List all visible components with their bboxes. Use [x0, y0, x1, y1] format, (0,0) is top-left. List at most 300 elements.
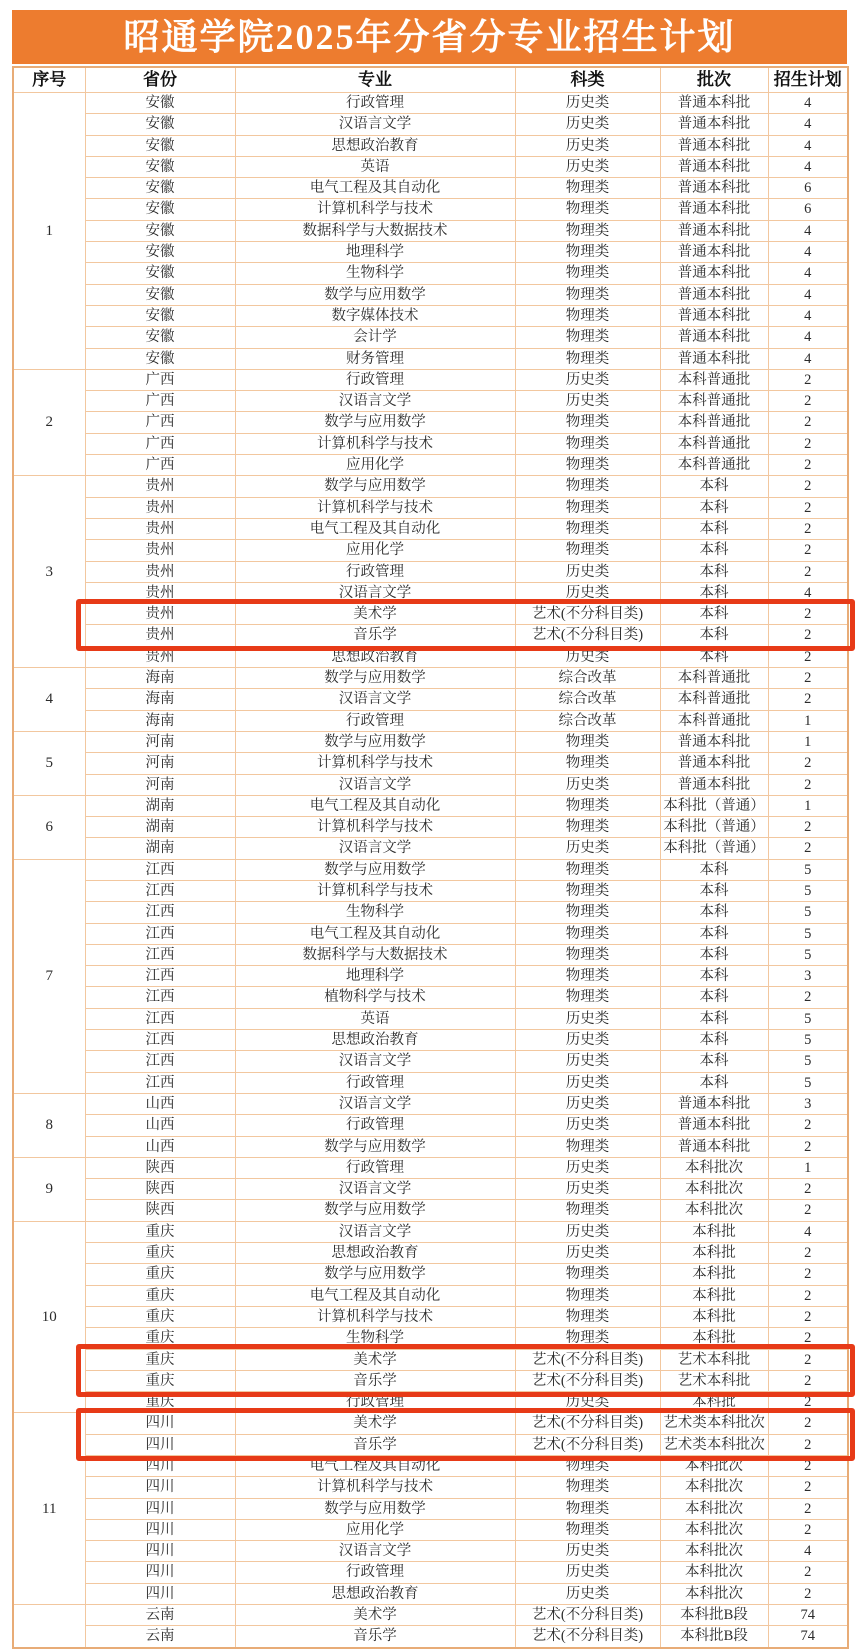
plan-count-cell: 74 — [768, 1626, 848, 1648]
plan-count-cell: 2 — [768, 412, 848, 433]
major-cell: 数学与应用数学 — [235, 1136, 515, 1157]
category-cell: 物理类 — [515, 987, 660, 1008]
table-header — [13, 67, 848, 93]
plan-count-cell: 4 — [768, 93, 848, 114]
batch-cell: 艺术类本科批次 — [660, 1434, 768, 1455]
category-cell: 物理类 — [515, 412, 660, 433]
plan-count-cell: 3 — [768, 966, 848, 987]
serial-number-cell: 9 — [13, 1157, 85, 1221]
serial-number-cell: 1 — [13, 93, 85, 370]
table-row — [13, 497, 848, 518]
major-cell: 计算机科学与技术 — [235, 497, 515, 518]
batch-cell: 普通本科批 — [660, 178, 768, 199]
batch-cell: 本科批次 — [660, 1477, 768, 1498]
serial-number-cell: 11 — [13, 1413, 85, 1605]
category-cell: 物理类 — [515, 455, 660, 476]
batch-cell: 本科 — [660, 497, 768, 518]
batch-cell: 本科批B段 — [660, 1626, 768, 1648]
table-row — [13, 817, 848, 838]
batch-cell: 本科 — [660, 1072, 768, 1093]
batch-cell: 本科 — [660, 859, 768, 880]
major-cell: 汉语言文学 — [235, 1051, 515, 1072]
major-cell: 电气工程及其自动化 — [235, 795, 515, 816]
plan-count-cell: 2 — [768, 1562, 848, 1583]
plan-count-cell: 2 — [768, 1285, 848, 1306]
province-cell: 广西 — [85, 369, 235, 390]
page-title: 昭通学院2025年分省分专业招生计划 — [12, 10, 847, 64]
table-row — [13, 199, 848, 220]
major-cell: 行政管理 — [235, 369, 515, 390]
category-cell: 物理类 — [515, 199, 660, 220]
category-cell: 艺术(不分科目类) — [515, 625, 660, 646]
table-row — [13, 582, 848, 603]
province-cell: 海南 — [85, 689, 235, 710]
major-cell: 音乐学 — [235, 625, 515, 646]
batch-cell: 本科批次 — [660, 1157, 768, 1178]
batch-cell: 普通本科批 — [660, 199, 768, 220]
table-row — [13, 646, 848, 667]
plan-count-cell: 74 — [768, 1605, 848, 1626]
batch-cell: 艺术本科批 — [660, 1349, 768, 1370]
batch-cell: 普通本科批 — [660, 242, 768, 263]
major-cell: 数学与应用数学 — [235, 1264, 515, 1285]
province-cell: 四川 — [85, 1583, 235, 1604]
major-cell: 汉语言文学 — [235, 1179, 515, 1200]
plan-count-cell: 2 — [768, 987, 848, 1008]
batch-cell: 普通本科批 — [660, 348, 768, 369]
table-row — [13, 391, 848, 412]
plan-count-cell: 2 — [768, 1519, 848, 1540]
plan-count-cell: 2 — [768, 646, 848, 667]
table-row — [13, 795, 848, 816]
province-cell: 重庆 — [85, 1370, 235, 1391]
category-cell: 综合改革 — [515, 710, 660, 731]
table-row — [13, 1456, 848, 1477]
table-row — [13, 880, 848, 901]
major-cell: 地理科学 — [235, 966, 515, 987]
category-cell: 历史类 — [515, 1008, 660, 1029]
table-row — [13, 1008, 848, 1029]
major-cell: 行政管理 — [235, 1157, 515, 1178]
province-cell: 陕西 — [85, 1179, 235, 1200]
table-row — [13, 689, 848, 710]
major-cell: 行政管理 — [235, 561, 515, 582]
province-cell: 贵州 — [85, 604, 235, 625]
table-row — [13, 284, 848, 305]
batch-cell: 本科 — [660, 880, 768, 901]
table-row — [13, 305, 848, 326]
category-cell: 物理类 — [515, 902, 660, 923]
plan-count-cell: 2 — [768, 1306, 848, 1327]
table-row — [13, 1392, 848, 1413]
category-cell: 历史类 — [515, 1030, 660, 1051]
category-cell: 历史类 — [515, 156, 660, 177]
table-row — [13, 1115, 848, 1136]
plan-count-cell: 5 — [768, 1051, 848, 1072]
province-cell: 四川 — [85, 1498, 235, 1519]
major-cell: 数据科学与大数据技术 — [235, 944, 515, 965]
table-row — [13, 1285, 848, 1306]
plan-count-cell: 5 — [768, 1008, 848, 1029]
province-cell: 重庆 — [85, 1349, 235, 1370]
category-cell: 历史类 — [515, 646, 660, 667]
batch-cell: 本科批 — [660, 1328, 768, 1349]
category-cell: 综合改革 — [515, 668, 660, 689]
category-cell: 历史类 — [515, 1072, 660, 1093]
category-cell: 物理类 — [515, 944, 660, 965]
major-cell: 汉语言文学 — [235, 838, 515, 859]
major-cell: 数学与应用数学 — [235, 284, 515, 305]
major-cell: 电气工程及其自动化 — [235, 1285, 515, 1306]
batch-cell: 本科批 — [660, 1243, 768, 1264]
table-row — [13, 156, 848, 177]
province-cell: 山西 — [85, 1093, 235, 1114]
batch-cell: 本科普通批 — [660, 433, 768, 454]
province-cell: 河南 — [85, 731, 235, 752]
table-row — [13, 242, 848, 263]
major-cell: 汉语言文学 — [235, 689, 515, 710]
table-body — [13, 93, 848, 1648]
batch-cell: 本科批次 — [660, 1541, 768, 1562]
table-row — [13, 369, 848, 390]
category-cell: 历史类 — [515, 1179, 660, 1200]
table-row — [13, 433, 848, 454]
batch-cell: 艺术本科批 — [660, 1370, 768, 1391]
category-cell: 历史类 — [515, 561, 660, 582]
category-cell: 物理类 — [515, 284, 660, 305]
batch-cell: 本科 — [660, 1008, 768, 1029]
province-cell: 四川 — [85, 1519, 235, 1540]
province-cell: 重庆 — [85, 1243, 235, 1264]
category-cell: 历史类 — [515, 838, 660, 859]
major-cell: 汉语言文学 — [235, 1093, 515, 1114]
plan-count-cell: 6 — [768, 199, 848, 220]
batch-cell: 普通本科批 — [660, 263, 768, 284]
table-row — [13, 1093, 848, 1114]
plan-count-cell: 2 — [768, 1349, 848, 1370]
table-row — [13, 1498, 848, 1519]
plan-count-cell: 2 — [768, 1200, 848, 1221]
major-cell: 计算机科学与技术 — [235, 880, 515, 901]
table-row — [13, 1051, 848, 1072]
plan-count-cell: 4 — [768, 284, 848, 305]
plan-count-cell: 3 — [768, 1093, 848, 1114]
batch-cell: 本科批次 — [660, 1519, 768, 1540]
category-cell: 历史类 — [515, 1243, 660, 1264]
serial-number-cell: 5 — [13, 731, 85, 795]
plan-count-cell: 2 — [768, 1243, 848, 1264]
plan-count-cell: 2 — [768, 540, 848, 561]
category-cell: 历史类 — [515, 391, 660, 412]
province-cell: 重庆 — [85, 1306, 235, 1327]
plan-count-cell: 2 — [768, 1583, 848, 1604]
province-cell: 安徽 — [85, 114, 235, 135]
category-cell: 物理类 — [515, 817, 660, 838]
province-cell: 江西 — [85, 1008, 235, 1029]
major-cell: 数据科学与大数据技术 — [235, 220, 515, 241]
province-cell: 山西 — [85, 1136, 235, 1157]
province-cell: 湖南 — [85, 795, 235, 816]
province-cell: 江西 — [85, 923, 235, 944]
serial-number-cell: 3 — [13, 476, 85, 668]
batch-cell: 本科 — [660, 966, 768, 987]
major-cell: 生物科学 — [235, 263, 515, 284]
table-row — [13, 604, 848, 625]
major-cell: 音乐学 — [235, 1626, 515, 1648]
table-row — [13, 774, 848, 795]
table-row — [13, 923, 848, 944]
batch-cell: 本科 — [660, 646, 768, 667]
major-cell: 美术学 — [235, 1413, 515, 1434]
province-cell: 江西 — [85, 987, 235, 1008]
province-cell: 安徽 — [85, 284, 235, 305]
major-cell: 电气工程及其自动化 — [235, 178, 515, 199]
plan-count-cell: 5 — [768, 859, 848, 880]
plan-count-cell: 1 — [768, 795, 848, 816]
batch-cell: 本科 — [660, 944, 768, 965]
province-cell: 江西 — [85, 902, 235, 923]
table-row — [13, 966, 848, 987]
category-cell: 物理类 — [515, 1477, 660, 1498]
plan-count-cell: 1 — [768, 710, 848, 731]
table-row — [13, 1605, 848, 1626]
batch-cell: 本科批（普通） — [660, 795, 768, 816]
category-cell: 物理类 — [515, 518, 660, 539]
batch-cell: 本科 — [660, 923, 768, 944]
province-cell: 安徽 — [85, 178, 235, 199]
category-cell: 历史类 — [515, 114, 660, 135]
major-cell: 行政管理 — [235, 1392, 515, 1413]
major-cell: 美术学 — [235, 1349, 515, 1370]
batch-cell: 普通本科批 — [660, 135, 768, 156]
table-row — [13, 987, 848, 1008]
batch-cell: 本科批B段 — [660, 1605, 768, 1626]
province-cell: 安徽 — [85, 327, 235, 348]
batch-cell: 本科批 — [660, 1392, 768, 1413]
batch-cell: 普通本科批 — [660, 220, 768, 241]
major-cell: 数学与应用数学 — [235, 1498, 515, 1519]
column-header: 批次 — [660, 67, 768, 93]
province-cell: 四川 — [85, 1562, 235, 1583]
province-cell: 云南 — [85, 1626, 235, 1648]
province-cell: 湖南 — [85, 838, 235, 859]
table-row — [13, 710, 848, 731]
major-cell: 数学与应用数学 — [235, 412, 515, 433]
column-header: 省份 — [85, 67, 235, 93]
batch-cell: 本科批次 — [660, 1498, 768, 1519]
category-cell: 历史类 — [515, 1093, 660, 1114]
major-cell: 电气工程及其自动化 — [235, 518, 515, 539]
province-cell: 贵州 — [85, 625, 235, 646]
category-cell: 物理类 — [515, 1264, 660, 1285]
category-cell: 历史类 — [515, 1392, 660, 1413]
serial-number-cell: 8 — [13, 1093, 85, 1157]
plan-count-cell: 2 — [768, 817, 848, 838]
plan-count-cell: 2 — [768, 1434, 848, 1455]
province-cell: 重庆 — [85, 1285, 235, 1306]
major-cell: 会计学 — [235, 327, 515, 348]
major-cell: 音乐学 — [235, 1370, 515, 1391]
batch-cell: 本科 — [660, 476, 768, 497]
category-cell: 物理类 — [515, 966, 660, 987]
province-cell: 贵州 — [85, 540, 235, 561]
province-cell: 海南 — [85, 710, 235, 731]
table-row — [13, 1030, 848, 1051]
column-header: 序号 — [13, 67, 85, 93]
batch-cell: 普通本科批 — [660, 753, 768, 774]
province-cell: 重庆 — [85, 1328, 235, 1349]
plan-count-cell: 2 — [768, 774, 848, 795]
category-cell: 物理类 — [515, 1519, 660, 1540]
column-header: 科类 — [515, 67, 660, 93]
category-cell: 物理类 — [515, 433, 660, 454]
plan-count-cell: 1 — [768, 731, 848, 752]
column-header: 专业 — [235, 67, 515, 93]
category-cell: 物理类 — [515, 1328, 660, 1349]
plan-count-cell: 5 — [768, 1072, 848, 1093]
batch-cell: 普通本科批 — [660, 774, 768, 795]
table-row — [13, 1413, 848, 1434]
batch-cell: 本科 — [660, 625, 768, 646]
category-cell: 物理类 — [515, 880, 660, 901]
province-cell: 江西 — [85, 1051, 235, 1072]
major-cell: 英语 — [235, 1008, 515, 1029]
plan-count-cell: 2 — [768, 689, 848, 710]
plan-count-cell: 4 — [768, 1541, 848, 1562]
batch-cell: 本科 — [660, 987, 768, 1008]
province-cell: 云南 — [85, 1605, 235, 1626]
category-cell: 艺术(不分科目类) — [515, 1434, 660, 1455]
serial-number-cell: 6 — [13, 795, 85, 859]
province-cell: 湖南 — [85, 817, 235, 838]
batch-cell: 普通本科批 — [660, 305, 768, 326]
category-cell: 物理类 — [515, 1498, 660, 1519]
plan-count-cell: 2 — [768, 1179, 848, 1200]
batch-cell: 普通本科批 — [660, 284, 768, 305]
category-cell: 物理类 — [515, 263, 660, 284]
plan-count-cell: 5 — [768, 902, 848, 923]
plan-count-cell: 4 — [768, 348, 848, 369]
batch-cell: 普通本科批 — [660, 114, 768, 135]
province-cell: 贵州 — [85, 561, 235, 582]
batch-cell: 本科批 — [660, 1285, 768, 1306]
province-cell: 安徽 — [85, 93, 235, 114]
major-cell: 数学与应用数学 — [235, 476, 515, 497]
serial-number-cell: 4 — [13, 668, 85, 732]
province-cell: 四川 — [85, 1541, 235, 1562]
province-cell: 重庆 — [85, 1392, 235, 1413]
major-cell: 美术学 — [235, 604, 515, 625]
plan-count-cell: 2 — [768, 1498, 848, 1519]
batch-cell: 普通本科批 — [660, 156, 768, 177]
plan-count-cell: 4 — [768, 263, 848, 284]
major-cell: 财务管理 — [235, 348, 515, 369]
table-row — [13, 1434, 848, 1455]
serial-number-cell: 2 — [13, 369, 85, 475]
table-row — [13, 1562, 848, 1583]
category-cell: 历史类 — [515, 93, 660, 114]
category-cell: 历史类 — [515, 1051, 660, 1072]
category-cell: 物理类 — [515, 497, 660, 518]
province-cell: 安徽 — [85, 135, 235, 156]
plan-count-cell: 2 — [768, 1136, 848, 1157]
province-cell: 安徽 — [85, 305, 235, 326]
table-row — [13, 114, 848, 135]
table-row — [13, 731, 848, 752]
major-cell: 计算机科学与技术 — [235, 817, 515, 838]
major-cell: 行政管理 — [235, 1562, 515, 1583]
major-cell: 数字媒体技术 — [235, 305, 515, 326]
plan-count-cell: 2 — [768, 753, 848, 774]
plan-count-cell: 2 — [768, 1456, 848, 1477]
category-cell: 物理类 — [515, 923, 660, 944]
province-cell: 贵州 — [85, 476, 235, 497]
plan-count-cell: 2 — [768, 1264, 848, 1285]
batch-cell: 普通本科批 — [660, 93, 768, 114]
table-row — [13, 944, 848, 965]
plan-count-cell: 5 — [768, 1030, 848, 1051]
category-cell: 历史类 — [515, 1562, 660, 1583]
major-cell: 数学与应用数学 — [235, 1200, 515, 1221]
province-cell: 安徽 — [85, 242, 235, 263]
table-row — [13, 1200, 848, 1221]
province-cell: 重庆 — [85, 1221, 235, 1242]
category-cell: 艺术(不分科目类) — [515, 1413, 660, 1434]
category-cell: 历史类 — [515, 582, 660, 603]
serial-number-cell: 7 — [13, 859, 85, 1093]
category-cell: 历史类 — [515, 1157, 660, 1178]
batch-cell: 本科 — [660, 1030, 768, 1051]
table-row — [13, 1626, 848, 1648]
major-cell: 数学与应用数学 — [235, 668, 515, 689]
plan-count-cell: 4 — [768, 582, 848, 603]
major-cell: 思想政治教育 — [235, 646, 515, 667]
batch-cell: 本科批 — [660, 1221, 768, 1242]
table-row — [13, 1349, 848, 1370]
table-row — [13, 348, 848, 369]
table-row — [13, 1370, 848, 1391]
category-cell: 艺术(不分科目类) — [515, 604, 660, 625]
province-cell: 广西 — [85, 433, 235, 454]
plan-count-cell: 5 — [768, 923, 848, 944]
major-cell: 汉语言文学 — [235, 391, 515, 412]
plan-count-cell: 2 — [768, 625, 848, 646]
category-cell: 物理类 — [515, 327, 660, 348]
plan-count-cell: 2 — [768, 391, 848, 412]
major-cell: 汉语言文学 — [235, 1541, 515, 1562]
batch-cell: 本科普通批 — [660, 369, 768, 390]
enrollment-plan-table — [12, 66, 849, 1649]
major-cell: 地理科学 — [235, 242, 515, 263]
table-row — [13, 220, 848, 241]
batch-cell: 本科 — [660, 518, 768, 539]
category-cell: 历史类 — [515, 369, 660, 390]
table-row — [13, 412, 848, 433]
major-cell: 行政管理 — [235, 1072, 515, 1093]
plan-count-cell: 2 — [768, 1392, 848, 1413]
plan-count-cell: 4 — [768, 242, 848, 263]
province-cell: 江西 — [85, 880, 235, 901]
major-cell: 行政管理 — [235, 710, 515, 731]
category-cell: 历史类 — [515, 135, 660, 156]
category-cell: 物理类 — [515, 540, 660, 561]
province-cell: 河南 — [85, 774, 235, 795]
major-cell: 计算机科学与技术 — [235, 1477, 515, 1498]
table-row — [13, 1306, 848, 1327]
category-cell: 物理类 — [515, 1285, 660, 1306]
category-cell: 物理类 — [515, 242, 660, 263]
category-cell: 艺术(不分科目类) — [515, 1626, 660, 1648]
